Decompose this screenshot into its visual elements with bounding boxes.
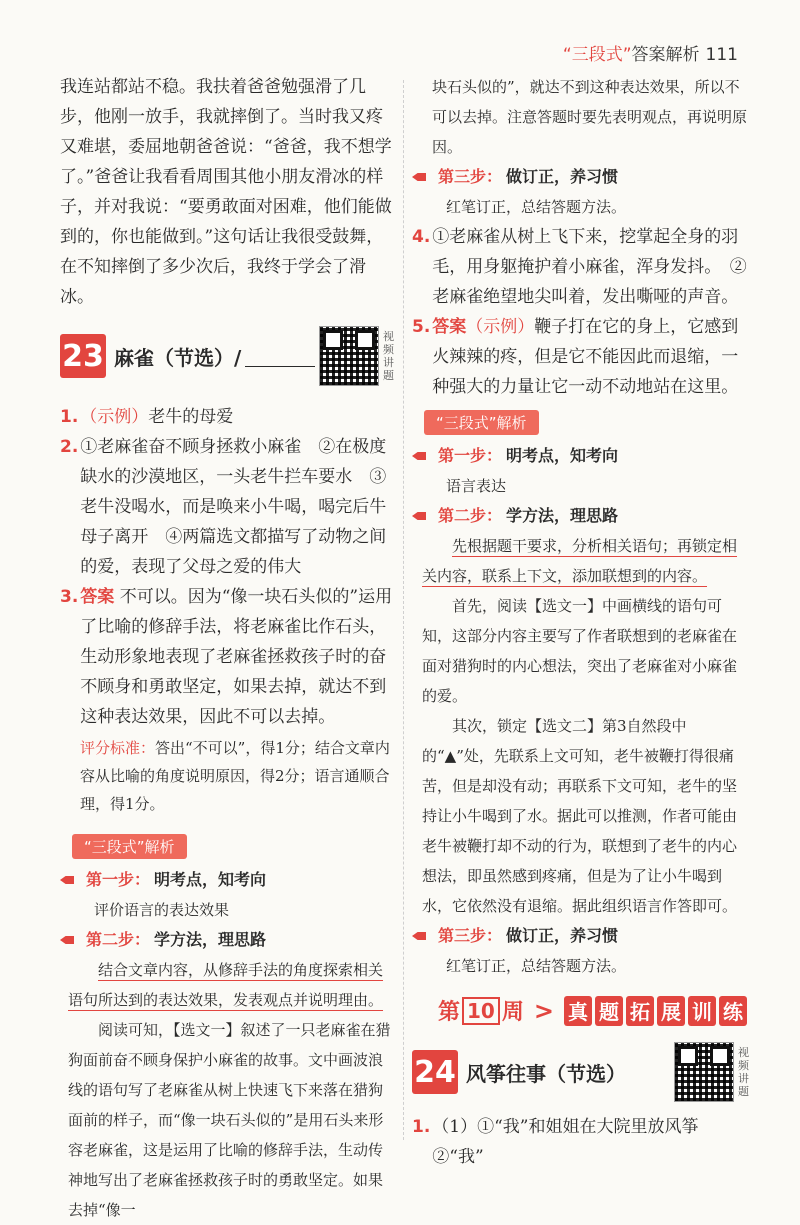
section-number: 24 [412, 1050, 458, 1094]
answer-item [60, 582, 395, 732]
qr-label: 视频讲题 [738, 1046, 749, 1098]
method-text: 先根据题干要求，分析相关语句；再锁定相关内容，联系上下文，添加联想到的内容。 [422, 537, 738, 585]
item-text: 老牛的母爱 [148, 407, 234, 427]
section-23-header [60, 320, 395, 392]
item-number: 1. [412, 1117, 431, 1137]
step-body: 红笔订正，总结答题方法。 [446, 198, 627, 216]
banner-char: 练 [719, 996, 747, 1026]
analysis-pill: “三段式”解析 [424, 410, 539, 435]
item-number: 3. [60, 587, 79, 607]
banner-week-number: 10 [462, 997, 500, 1025]
banner-char: 真 [564, 996, 592, 1026]
pen-icon [60, 873, 80, 887]
item-number: 4. [412, 227, 431, 247]
banner-prefix: 第 [438, 1000, 461, 1025]
right-column [412, 72, 750, 1172]
example-tag: （示例） [80, 407, 149, 427]
pen-icon [412, 509, 432, 523]
answer-label: 答案 [432, 317, 467, 337]
step-body: 评价语言的表达效果 [94, 901, 230, 919]
step-body: 语言表达 [446, 477, 507, 495]
item-number: 1. [60, 407, 79, 427]
analysis-paragraph: 首先，阅读【选文一】中画横线的语句可知，这部分内容主要写了作者联想到的老麻雀在面对猎狗时的内心想法，突出了老麻雀对小麻雀的爱。 [422, 597, 738, 705]
step-title: 做订正，养习惯 [506, 167, 619, 186]
section-title: 麻雀（节选）/ [114, 345, 242, 370]
step-title: 做订正，养习惯 [506, 926, 619, 945]
step-three [412, 921, 750, 951]
method-text: 结合文章内容，从修辞手法的角度探索相关语句所达到的表达效果，发表观点并说明理由。 [68, 961, 384, 1009]
answer-blank [245, 346, 315, 367]
scoring-label: 评分标准： [80, 739, 156, 757]
week-banner [438, 995, 750, 1026]
scoring-text: 答出“不可以”，得1分；结合文章内容从比喻的角度说明原因，得2分；语言通顺合理，得1分。 [80, 739, 390, 813]
column-divider [403, 80, 404, 1140]
header-title: 答案解析 [631, 45, 700, 65]
banner-char: 拓 [626, 996, 654, 1026]
page-header [563, 40, 738, 65]
step-two [412, 501, 750, 531]
step-one [60, 865, 395, 895]
pen-icon [412, 449, 432, 463]
step-label: 第二步： [438, 506, 503, 525]
answer-item [412, 312, 750, 402]
pen-icon [60, 933, 80, 947]
banner-suffix: 周 [501, 1000, 524, 1025]
analysis-paragraph: 其次，锁定【选文二】第3自然段中的“▲”处，先联系上文可知，老牛被鞭打得很痛苦，但是却没有动；再联系下文可知，老牛的坚持让小牛喝到了水。据此可以推测，作者可能由老牛被鞭打却不动的行为，联想到了老牛的内心想法，即虽然感到疼痛，但是为了让小牛喝到水，它依然没有退缩。据此组织语言作答即可。 [422, 717, 738, 915]
step-three [412, 162, 750, 192]
item-text: 不可以。因为“像一块石头似的”运用了比喻的修辞手法，将老麻雀比作石头，生动形象地表现了老麻雀拯救孩子时的奋不顾身和勇敢坚定，如果去掉，就达不到这种表达效果，因此不可以去掉。 [80, 587, 393, 727]
step-body: 红笔订正，总结答题方法。 [446, 957, 627, 975]
page-number: 111 [705, 45, 738, 65]
header-tag: “三段式” [562, 45, 632, 65]
section-number: 23 [60, 334, 106, 378]
step-two [60, 925, 395, 955]
qr-label: 视频讲题 [383, 330, 394, 382]
item-text: ①老麻雀从树上飞下来，挖掌起全身的羽毛，用身躯掩护着小麻雀，浑身发抖。 ②老麻雀绝望地尖叫着，发出嘶哑的声音。 [432, 227, 747, 307]
step-label: 第三步： [438, 926, 503, 945]
section-24-header [412, 1036, 750, 1108]
step-title: 学方法，理思路 [154, 930, 267, 949]
item-text: ①老麻雀奋不顾身拯救小麻雀 ②在极度缺水的沙漠地区，一头老牛拦车要水 ③老牛没喝水，而是唤来小牛喝，喝完后牛母子离开 ④两篇选文都描写了动物之间的爱，表现了父母之爱的伟大 [80, 437, 387, 577]
section-title: 风筝往事（节选） [466, 1061, 626, 1086]
answer-label: 答案 [80, 587, 115, 607]
banner-char: 展 [657, 996, 685, 1026]
pen-icon [412, 929, 432, 943]
answer-item [60, 432, 395, 582]
left-column [60, 72, 395, 1225]
intro-paragraph: 我连站都站不稳。我扶着爸爸勉强滑了几步，他刚一放手，我就摔倒了。当时我又疼又难堪，委屈地朝爸爸说：“爸爸，我不想学了。”爸爸让我看看周围其他小朋友滑冰的样子，并对我说：“要勇敢面对困难，他们能做到的，你也能做到。”这句话让我很受鼓舞，在不知摔倒了多少次后，我终于学会了滑冰。 [60, 77, 392, 307]
step-label: 第三步： [438, 167, 503, 186]
analysis-paragraph: 阅读可知，【选文一】叙述了一只老麻雀在猎狗面前奋不顾身保护小麻雀的故事。文中画波浪线的语句写了老麻雀从树上快速飞下来落在猎狗面前的样子，而“像一块石头似的”是用石头来形容老麻雀，这是运用了比喻的修辞手法，生动传神地写出了老麻雀拯救孩子时的勇敢坚定。如果去掉“像一 [68, 1021, 391, 1219]
qr-code-icon[interactable] [319, 326, 379, 386]
analysis-pill: “三段式”解析 [72, 834, 187, 859]
item-number: 5. [412, 317, 431, 337]
item-text: （1）①“我”和姐姐在大院里放风筝 ②“我” [432, 1117, 716, 1167]
step-title: 明考点，知考向 [154, 870, 267, 889]
scoring-criteria [80, 734, 395, 818]
answer-item [60, 402, 395, 432]
example-tag: （示例） [466, 317, 535, 337]
answer-item [412, 222, 750, 312]
step-title: 明考点，知考向 [506, 446, 619, 465]
step-label: 第一步： [86, 870, 151, 889]
pen-icon [412, 170, 432, 184]
step-label: 第二步： [86, 930, 151, 949]
qr-code-icon[interactable] [674, 1042, 734, 1102]
item-text: 鞭子打在它的身上，它感到火辣辣的疼，但是它不能因此而退缩，一种强大的力量让它一动不动地站在这里。 [432, 317, 739, 397]
item-number: 2. [60, 437, 79, 457]
step-label: 第一步： [438, 446, 503, 465]
continued-paragraph: 块石头似的”，就达不到这种表达效果，所以不可以去掉。注意答题时要先表明观点，再说明原因。 [432, 78, 748, 156]
step-one [412, 441, 750, 471]
chevron-right-icon: > [533, 996, 554, 1025]
banner-char: 训 [688, 996, 716, 1026]
answer-item [412, 1112, 750, 1172]
step-title: 学方法，理思路 [506, 506, 619, 525]
banner-char: 题 [595, 996, 623, 1026]
